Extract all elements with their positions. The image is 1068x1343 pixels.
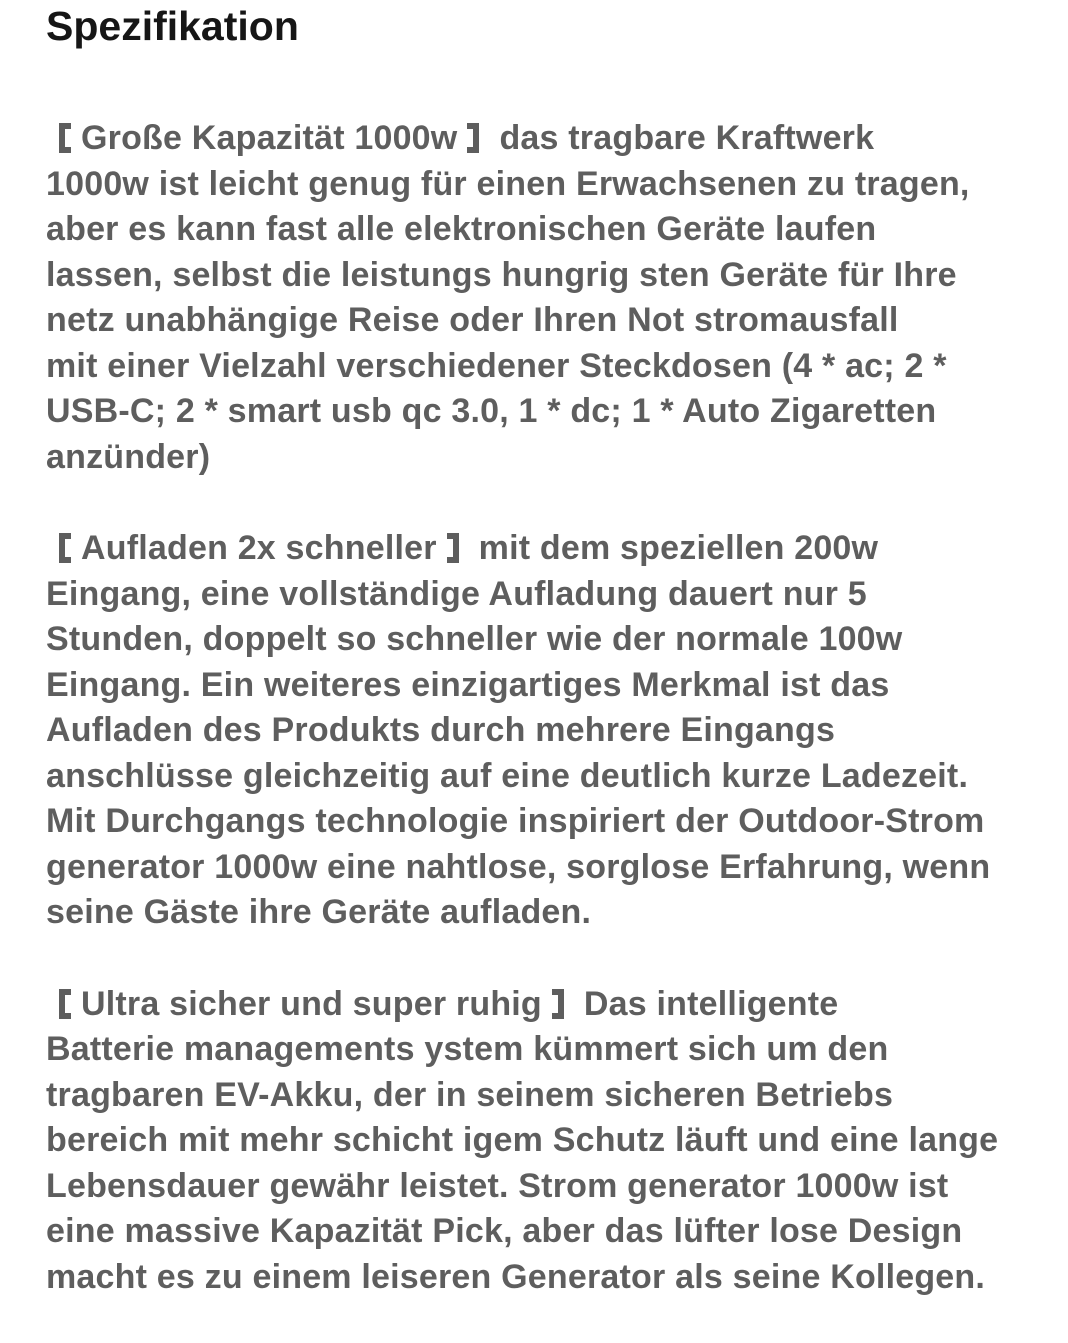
paragraph-line: anzünder) — [46, 437, 211, 476]
paragraph-line — [46, 116, 1026, 162]
feature-tag: Aufladen 2x schneller — [81, 529, 437, 567]
paragraph-line: aber es kann fast alle elektronischen Geräte laufen — [46, 210, 877, 248]
paragraph-line: Stunden, doppelt so schneller wie der normale 100w — [46, 620, 903, 658]
paragraph-line: Lebensdauer gewähr leistet. Strom generator 1000w ist — [46, 1166, 949, 1205]
paragraph-line: macht es zu einem leiseren Generator als seine Kollegen. — [46, 1257, 986, 1296]
paragraph-line: Batterie managements ystem kümmert sich um den — [46, 1030, 889, 1068]
bracket-close-glyph — [467, 123, 479, 153]
paragraph-line: Mit Durchgangs technologie inspiriert der Outdoor-Strom — [46, 802, 985, 840]
paragraph-line: Eingang. Ein weiteres einzigartiges Merkmal ist das — [46, 665, 890, 704]
paragraph-line: tragbaren EV-Akku, der in seinem sicheren Betriebs — [46, 1075, 894, 1114]
paragraph-line: 1000w ist leicht genug für einen Erwachsenen zu tragen, — [46, 164, 970, 203]
paragraph-line: bereich mit mehr schicht igem Schutz läuft und eine lange — [46, 1121, 999, 1159]
paragraph-line — [46, 982, 1026, 1028]
paragraph-line: netz unabhängige Reise oder Ihren Not stromausfall — [46, 301, 899, 339]
paragraph-line: lassen, selbst die leistungs hungrig sten Geräte für Ihre — [46, 255, 957, 294]
spec-paragraph-safety — [46, 982, 1026, 1301]
spec-paragraph-charging — [46, 526, 1026, 936]
paragraph-text: Das intelligente — [583, 984, 839, 1023]
spec-paragraph-capacity — [46, 116, 1026, 480]
paragraph-line: generator 1000w eine nahtlose, sorglose Erfahrung, wenn — [46, 847, 991, 886]
paragraph-text: mit dem speziellen 200w — [478, 529, 879, 567]
paragraph-line — [46, 526, 1026, 572]
bracket-close-glyph — [552, 989, 564, 1019]
paragraph-text: das tragbare Kraftwerk — [499, 119, 875, 157]
paragraph-line: eine massive Kapazität Pick, aber das lüfter lose Design — [46, 1212, 963, 1250]
paragraph-line: USB-C; 2 * smart usb qc 3.0, 1 * dc; 1 * Auto Zigaretten — [46, 392, 937, 430]
paragraph-line: Eingang, eine vollständige Aufladung dauert nur 5 — [46, 574, 867, 613]
feature-tag: Ultra sicher und super ruhig — [81, 984, 542, 1023]
bracket-open-glyph — [59, 123, 71, 153]
bracket-open-glyph — [59, 533, 71, 563]
page-title: Spezifikation — [46, 3, 299, 49]
paragraph-line: seine Gäste ihre Geräte aufladen. — [46, 893, 592, 931]
paragraph-line: mit einer Vielzahl verschiedener Steckdosen (4 * ac; 2 * — [46, 346, 947, 385]
paragraph-line: Aufladen des Produkts durch mehrere Eingangs — [46, 711, 836, 749]
bracket-open-glyph — [59, 989, 71, 1019]
feature-tag: Große Kapazität 1000w — [81, 119, 458, 157]
paragraph-line: anschlüsse gleichzeitig auf eine deutlich kurze Ladezeit. — [46, 756, 969, 795]
bracket-close-glyph — [447, 533, 459, 563]
